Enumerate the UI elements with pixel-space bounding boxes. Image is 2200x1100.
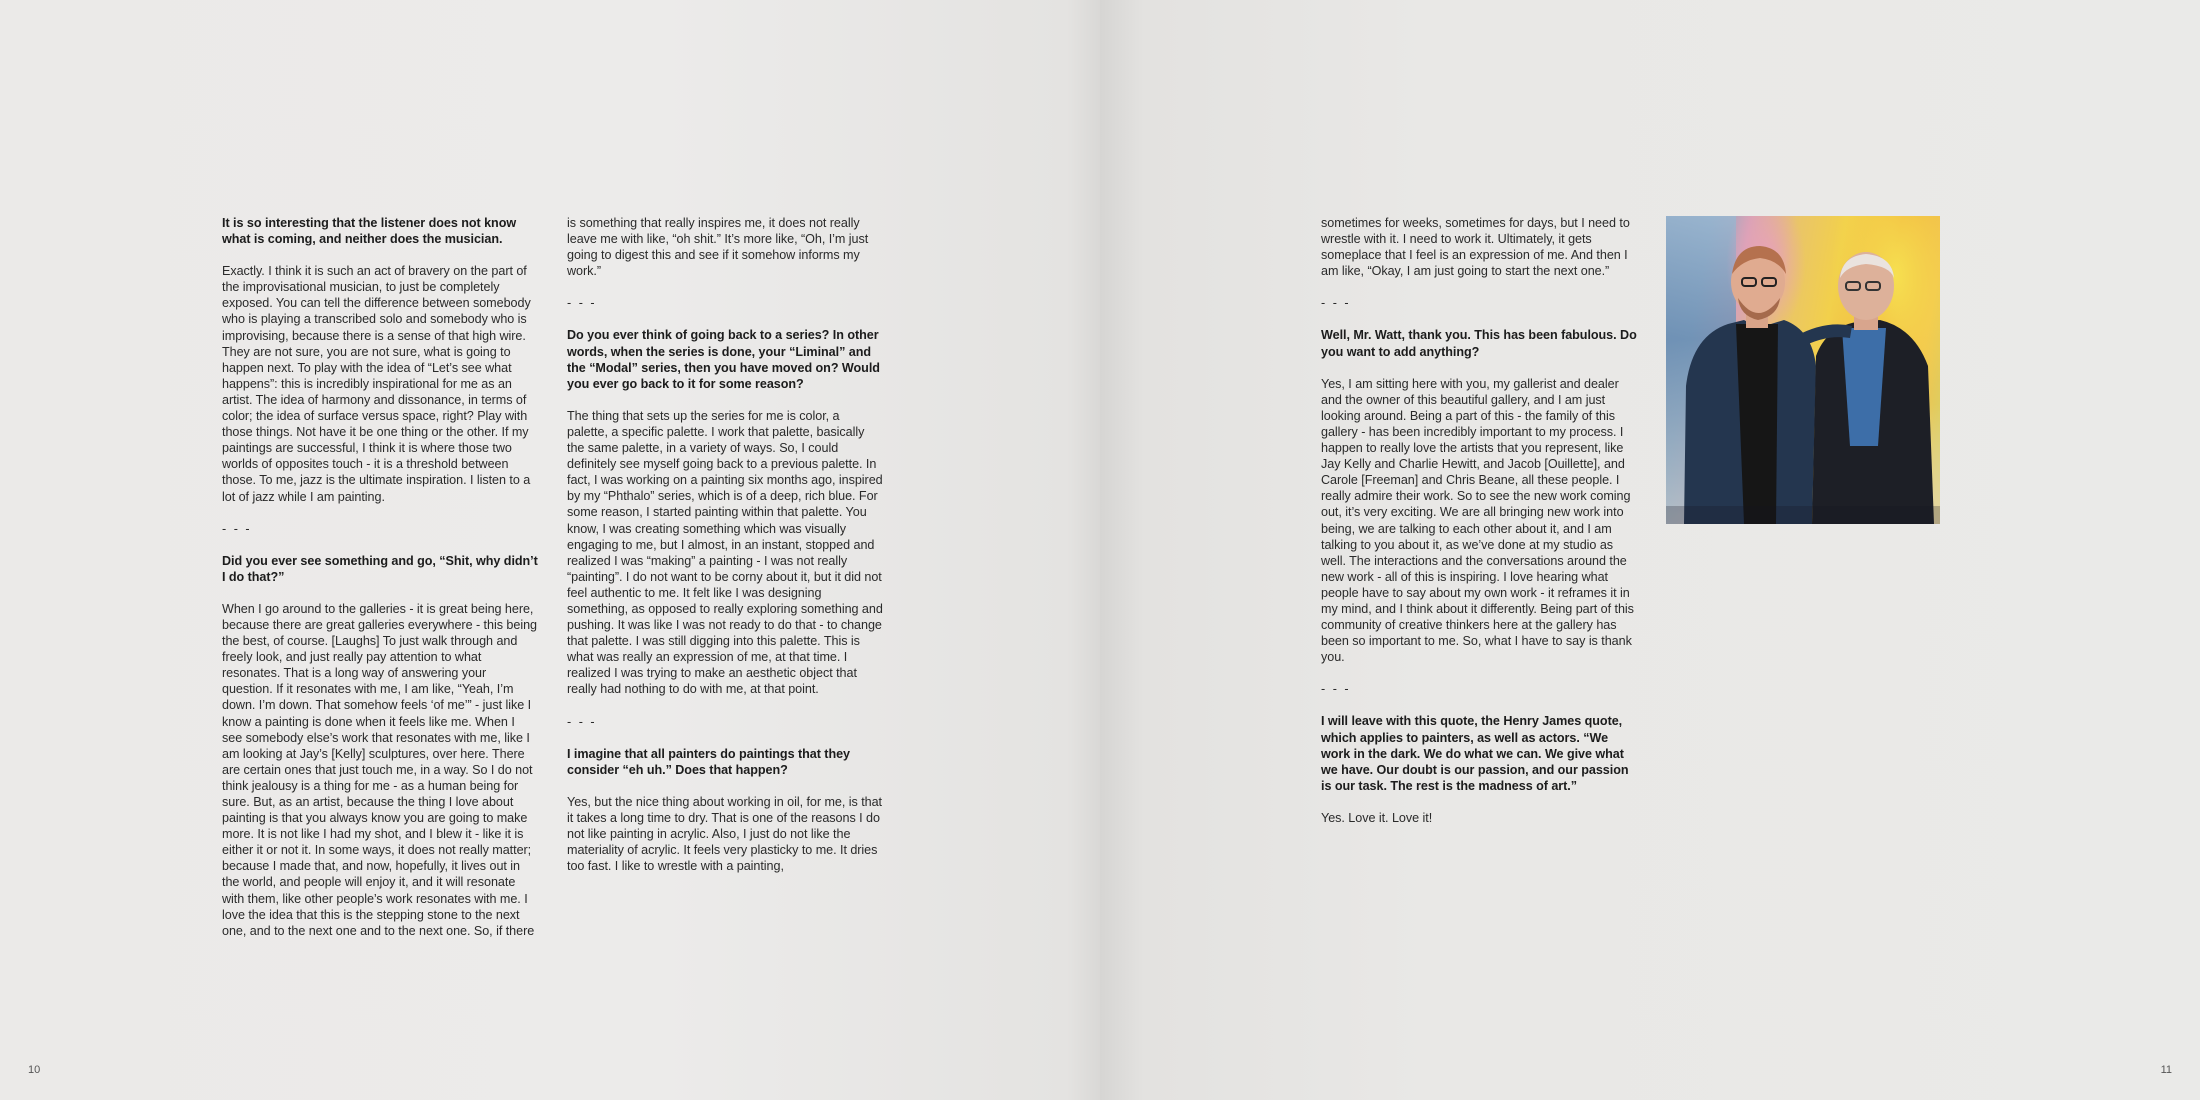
answer-text: Yes, but the nice thing about working in oil, for me, is that it takes a long time to dry. That is one of the reasons I do not like painting in acrylic. Also, I just do not like the materiality of acrylic. It feels very plasticky to me. It dries too fast. I like to wrestle with a painting, <box>567 794 883 874</box>
question-text: Did you ever see something and go, “Shit, why didn’t I do that?” <box>222 553 538 584</box>
answer-text: sometimes for weeks, sometimes for days, but I need to wrestle with it. I need to work it. Ultimately, it gets someplace that I feel is an expression of me. And then I am like, “Okay, I am just going to start the next one.” <box>1321 216 1630 279</box>
section-divider: - - - <box>1321 296 1351 311</box>
answer-text: Yes, I am sitting here with you, my gallerist and dealer and the owner of this beautiful gallery, and I am just looking around. Being a part of this - the family of this gallery - has been incredibly important to my process. I happen to really love the artists that you represent, like Jay Kelly and Charlie Hewitt, and Jacob [Ouillette], and Carole [Freeman] and Chris Beane, all these people. I really admire their work. So to see the new work coming out, it’s very exciting. We are all bringing new work into being, we are talking to each other about it, and I am talking to you about it, as we’ve done at my studio as well. The interactions and the conversations around the new work - all of this is inspiring. I love hearing what people have to say about my own work - it reframes it in my mind, and I think about it differently. Being part of this community of creative thinkers here at the gallery has been so important to me. So, what I have to say is thank you. <box>1321 376 1634 665</box>
question-text: Well, Mr. Watt, thank you. This has been fabulous. Do you want to add anything? <box>1321 328 1637 359</box>
two-men-illustration <box>1666 216 1940 524</box>
answer-text: The thing that sets up the series for me is color, a palette, a specific palette. I work that palette, basically the same palette, in a variety of ways. So, I could definitely see myself going back to a previous palette. In fact, I was working on a painting six months ago, inspired by my “Phthalo” series, which is of a deep, rich blue. For some reason, I started painting within that palette. You know, I was creating something which was visually engaging to me, but I almost, in an instant, stopped and realized I was “making” a painting - I was not really “painting”. I do not want to be corny about it, but it did not feel authentic to me. It felt like I was designing something, as opposed to really exploring something and pushing. It was like I was not ready to do that - to change that palette. I was still digging into this palette. This is what was really an expression of me, at that time. I realized I was trying to make an aesthetic object that really had nothing to do with me, at that point. <box>567 408 883 697</box>
answer-text: Yes. Love it. Love it! <box>1321 810 1433 825</box>
answer-text: Exactly. I think it is such an act of bravery on the part of the improvisational musician, to just be completely exposed. You can tell the difference between somebody who is playing a transcribed solo and somebody who is improvising, because there is a sense of that high wire. They are not sure, you are not sure, what is going to happen next. To play with the idea of “Let’s see what happens”: this is incredibly inspirational for me as an artist. The idea of harmony and dissonance, in terms of color; the idea of surface versus space, right? Play with those things. Not have it be one thing or the other. If my paintings are successful, I think it is where those two worlds of opposites touch - it is a threshold between those. To me, jazz is the ultimate inspiration. I listen to a lot of jazz while I am painting. <box>222 264 531 504</box>
right-page <box>1100 0 2200 1100</box>
section-divider: - - - <box>567 714 597 729</box>
section-divider: - - - <box>567 296 597 311</box>
left-page-column-2 <box>567 215 883 890</box>
question-text: Do you ever think of going back to a series? In other words, when the series is done, your “Liminal” and the “Modal” series, then you have moved on? Would you ever go back to it for some reason? <box>567 328 880 391</box>
page-number-right: 11 <box>2160 1064 2172 1076</box>
page-number-left: 10 <box>28 1064 41 1076</box>
answer-text: When I go around to the galleries - it is great being here, because there are great galleries everywhere - this being the best, of course. [Laughs] To just walk through and freely look, and just really pay attention to what resonates. That is a long way of answering your question. If it resonates with me, I am like, “Yeah, I’m down. I’m down. That somehow feels ‘of me’” - just like I know a painting is done when it feels like me. When I see somebody else’s work that resonates with me, like I am looking at Jay’s [Kelly] sculptures, over here. There are certain ones that just touch me, in a way. So I do not think jealousy is a thing for me - as a human being for sure. But, as an artist, because the thing I love about painting is that you always know you are going to make more. It is not like I had my shot, and I blew it - like it is either it or not it. In some ways, it does not really matter; because I made that, and now, hopefully, it lives out in the world, and people will enjoy it, and it will resonate with them, like other people’s work resonates with me. I love the idea that this is the stepping stone to the next one, and to the next one and to the next one. So, if there <box>222 601 537 938</box>
answer-text: is something that really inspires me, it does not really leave me with like, “oh shit.” It’s more like, “Oh, I’m just going to digest this and see if it somehow informs my work.” <box>567 216 869 279</box>
right-page-column <box>1321 215 1637 842</box>
section-divider: - - - <box>1321 682 1351 697</box>
section-divider: - - - <box>222 521 252 536</box>
left-page-column-1 <box>222 215 538 955</box>
artist-and-gallerist-photo <box>1666 216 1940 524</box>
question-text: I imagine that all painters do paintings that they consider “eh uh.” Does that happen? <box>567 746 850 777</box>
question-text: I will leave with this quote, the Henry James quote, which applies to painters, as well as actors. “We work in the dark. We do what we can. We give what we have. Our doubt is our passion, and our passion is our task. The rest is the madness of art.” <box>1321 714 1629 793</box>
question-text: It is so interesting that the listener does not know what is coming, and neither does the musician. <box>222 216 517 247</box>
